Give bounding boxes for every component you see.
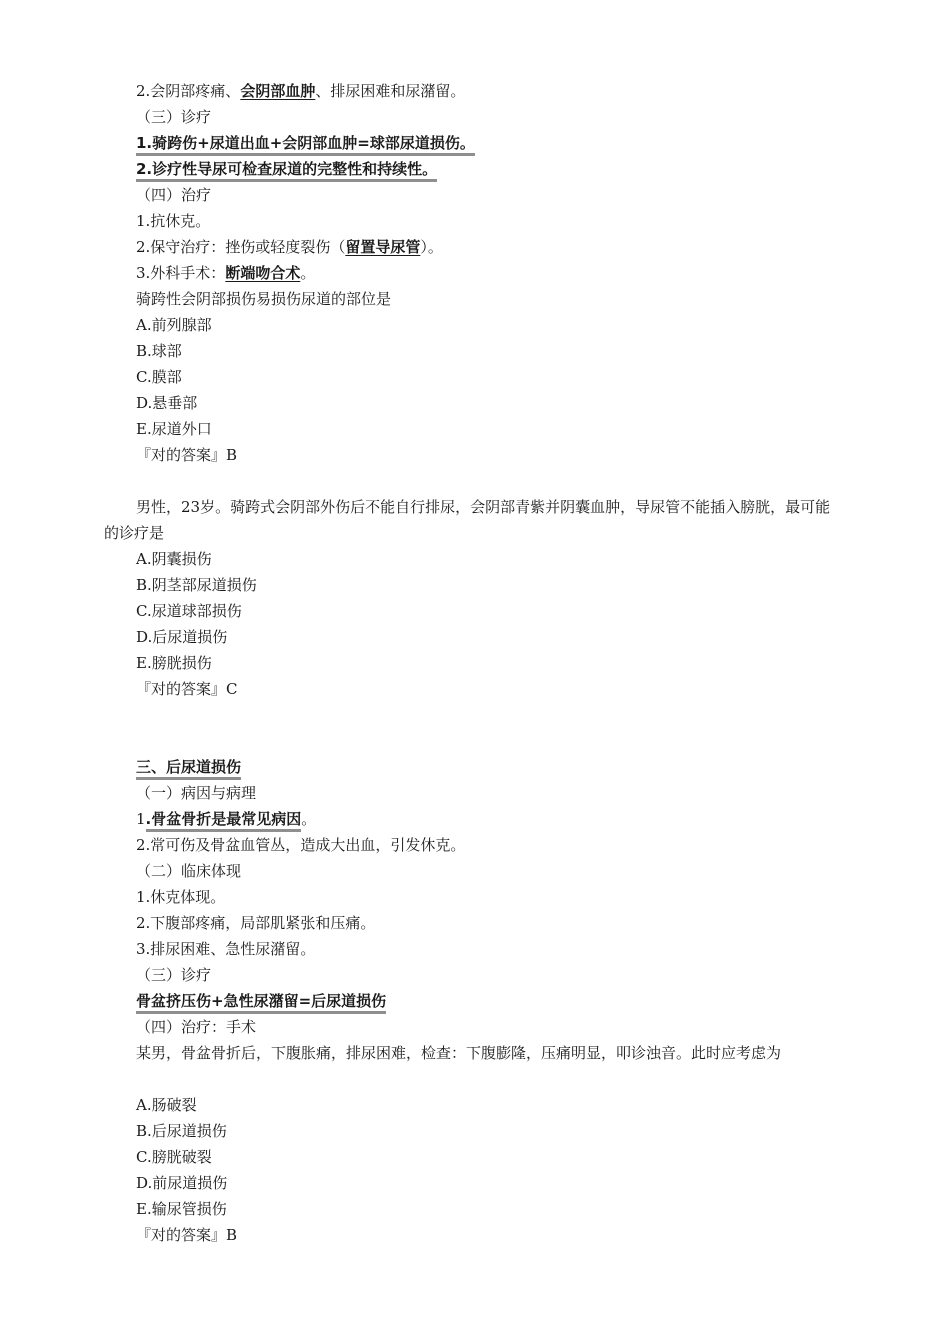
question-2-answer: 『对的答案』C: [136, 680, 238, 698]
treatment-heading: （四）治疗: [136, 186, 212, 204]
diagnosis-formula: [136, 991, 386, 1011]
text: 。: [301, 810, 317, 828]
highlight-text: 1.骑跨伤+尿道出血+会阴部血肿=球部尿道损伤。: [136, 134, 475, 156]
diagnosis-point-1: [136, 133, 475, 153]
question-3-option-c: C.膀胱破裂: [136, 1148, 212, 1166]
diagnosis-point-2: [136, 159, 437, 179]
treatment-point-2: [136, 237, 443, 257]
question-1-stem: 骑跨性会阴部损伤易损伤尿道的部位是: [136, 290, 392, 308]
cause-point-1: [136, 809, 316, 829]
question-2-stem: 男性，23岁。骑跨式会阴部外伤后不能自行排尿，会阴部青紫并阴囊血肿，导尿管不能插入膀胱，最可能的诊疗是: [104, 498, 831, 542]
question-1-option-c: C.膜部: [136, 368, 182, 386]
highlight-text: .骨盆骨折是最常见病因: [146, 810, 302, 832]
cause-point-2: 2.常可伤及骨盆血管丛，造成大出血，引发休克。: [136, 836, 466, 854]
question-2-option-a: A.阴囊损伤: [136, 550, 212, 568]
treatment-heading-2: （四）治疗：手术: [136, 1018, 257, 1036]
question-3-option-a: A.肠破裂: [136, 1096, 197, 1114]
question-3-stem: 某男，骨盆骨折后，下腹胀痛，排尿困难，检查：下腹膨隆，压痛明显，叩诊浊音。此时应考虑为: [136, 1044, 782, 1062]
diagnosis-heading: （三）诊疗: [136, 108, 212, 126]
text: 3.外科手术：: [136, 264, 226, 282]
cause-heading: （一）病因与病理: [136, 784, 257, 802]
treatment-point-1: 1.抗休克。: [136, 212, 211, 230]
clinical-point-2: 2.下腹部疼痛，局部肌紧张和压痛。: [136, 914, 376, 932]
section-title: [136, 757, 241, 777]
text: 1: [136, 810, 146, 828]
text: 2.会阴部疼痛、: [136, 82, 241, 100]
text: 、排尿困难和尿潴留。: [315, 82, 466, 100]
clinical-point-1: 1.休克体现。: [136, 888, 226, 906]
highlight-text: 骨盆挤压伤+急性尿潴留=后尿道损伤: [136, 992, 386, 1014]
clinical-heading: （二）临床体现: [136, 862, 242, 880]
text: 2.保守治疗：挫伤或轻度裂伤（: [136, 238, 346, 256]
question-1-option-b: B.球部: [136, 342, 182, 360]
diagnosis-heading-2: （三）诊疗: [136, 966, 212, 984]
symptom-line-2: [136, 81, 465, 101]
text: ）。: [420, 238, 443, 256]
question-1-answer: 『对的答案』B: [136, 446, 238, 464]
highlight-text: 会阴部血肿: [240, 82, 316, 100]
highlight-text: 2.诊疗性导尿可检查尿道的完整性和持续性。: [136, 160, 437, 182]
question-1-option-e: E.尿道外口: [136, 420, 212, 438]
highlight-text: 留置导尿管: [345, 238, 421, 256]
question-3-answer: 『对的答案』B: [136, 1226, 238, 1244]
treatment-point-3: [136, 263, 315, 283]
question-1-option-d: D.悬垂部: [136, 394, 198, 412]
question-3-option-d: D.前尿道损伤: [136, 1174, 228, 1192]
question-3-option-e: E.输尿管损伤: [136, 1200, 227, 1218]
question-3-option-b: B.后尿道损伤: [136, 1122, 227, 1140]
question-2-option-e: E.膀胱损伤: [136, 654, 212, 672]
question-2-option-c: C.尿道球部损伤: [136, 602, 242, 620]
clinical-point-3: 3.排尿困难、急性尿潴留。: [136, 940, 316, 958]
text: 。: [300, 264, 316, 282]
question-1-option-a: A.前列腺部: [136, 316, 212, 334]
question-2-option-d: D.后尿道损伤: [136, 628, 228, 646]
question-2-option-b: B.阴茎部尿道损伤: [136, 576, 257, 594]
highlight-text: 断端吻合术: [225, 264, 301, 282]
highlight-text: 三、后尿道损伤: [136, 758, 241, 780]
